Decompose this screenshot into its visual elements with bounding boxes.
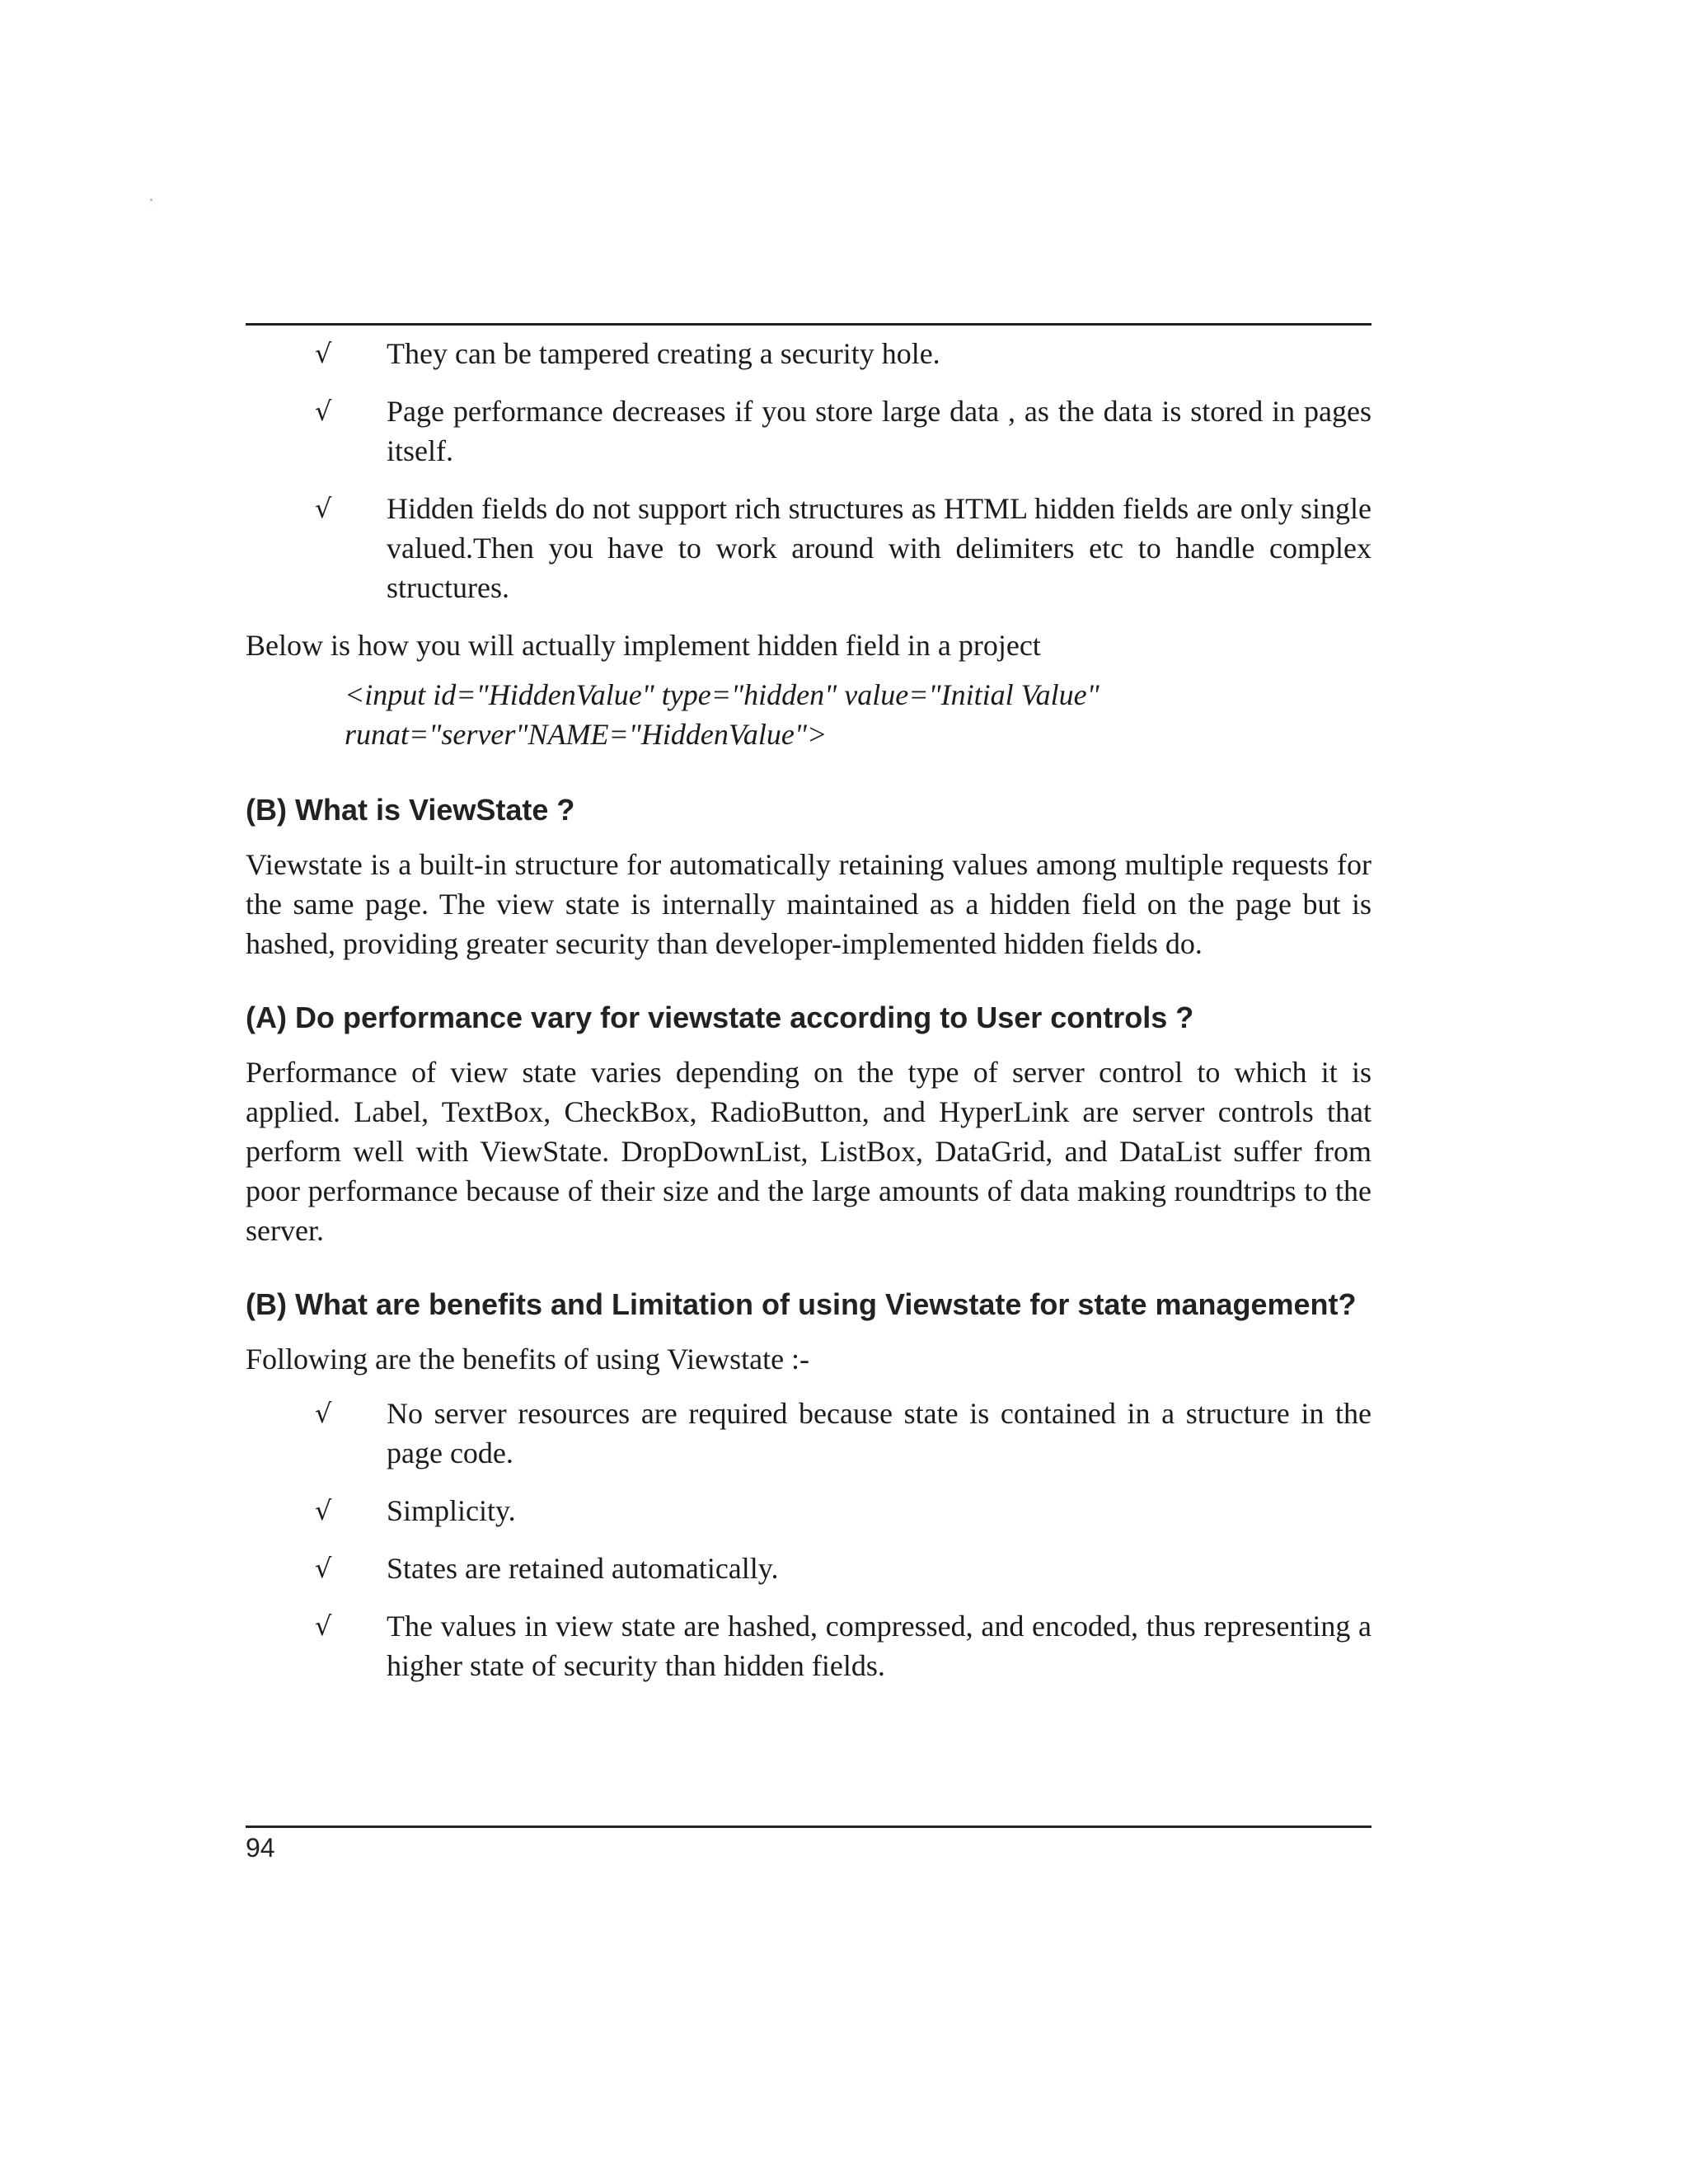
list-item xyxy=(246,489,1372,607)
benefits-intro: Following are the benefits of using Viewstate :- xyxy=(246,1343,810,1376)
list-item-text: They can be tampered creating a security hole. xyxy=(387,337,940,370)
viewstate-benefits-list xyxy=(246,1394,1372,1685)
code-intro-paragraph: Below is how you will actually implement hidden field in a project xyxy=(246,629,1041,662)
section-heading-performance: (A) Do performance vary for viewstate according to User controls ? xyxy=(246,1001,1194,1034)
list-item-text: Simplicity. xyxy=(387,1494,516,1527)
check-bullet-icon: √ xyxy=(315,1398,332,1429)
section-body-viewstate: Viewstate is a built-in structure for automatically retaining values among multiple requests for the same page. The view state is internally maintained as a hidden field on the page but is hashed, providing greater security than developer-implemented hidden fields do. xyxy=(246,848,1372,960)
check-bullet-icon: √ xyxy=(315,493,332,524)
list-item-text: No server resources are required because state is contained in a structure in the page code. xyxy=(387,1397,1372,1469)
list-item xyxy=(246,1606,1372,1685)
page-number: 94 xyxy=(246,1833,275,1863)
list-item xyxy=(246,1491,1372,1530)
footer-rule xyxy=(246,1825,1372,1828)
list-item-text: Page performance decreases if you store large data , as the data is stored in pages itself. xyxy=(387,395,1372,467)
section-heading-viewstate: (B) What is ViewState ? xyxy=(246,793,575,827)
section-heading-benefits: (B) What are benefits and Limitation of using Viewstate for state management? xyxy=(246,1287,1357,1321)
code-sample xyxy=(246,675,1372,754)
list-item-text: Hidden fields do not support rich structures as HTML hidden fields are only single valued.Then you have to work around with delimiters etc to handle complex structures. xyxy=(387,492,1372,604)
code-line: <input id="HiddenValue" type="hidden" value="Initial Value" xyxy=(345,678,1100,711)
check-bullet-icon: √ xyxy=(315,396,332,427)
check-bullet-icon: √ xyxy=(315,1553,332,1584)
section-body-performance: Performance of view state varies depending on the type of server control to which it is applied. Label, TextBox, CheckBox, RadioButton, and HyperLink are server controls that perform well with ViewState. DropDownList, ListBox, DataGrid, and DataList suffer from poor performance because of their size and the large amounts of data making roundtrips to the server. xyxy=(246,1056,1372,1247)
check-bullet-icon: √ xyxy=(315,1495,332,1526)
list-item xyxy=(246,391,1372,471)
check-bullet-icon: √ xyxy=(315,338,332,369)
code-line: runat="server"NAME="HiddenValue"> xyxy=(345,718,828,751)
check-bullet-icon: √ xyxy=(315,1610,332,1642)
list-item xyxy=(246,1394,1372,1473)
list-item-text: States are retained automatically. xyxy=(387,1552,779,1585)
hidden-field-limitations-list xyxy=(246,334,1372,607)
scan-speck xyxy=(150,199,152,201)
list-item-text: The values in view state are hashed, compressed, and encoded, thus representing a higher state of security than hidden fields. xyxy=(387,1610,1372,1682)
page-content xyxy=(246,334,1372,1704)
list-item xyxy=(246,1549,1372,1588)
list-item xyxy=(246,334,1372,373)
header-rule xyxy=(246,323,1372,326)
